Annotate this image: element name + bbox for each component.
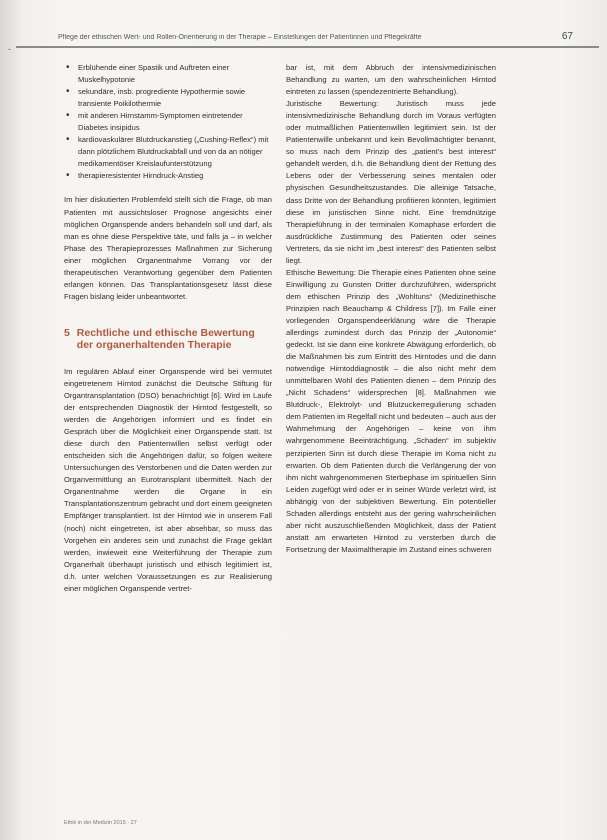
list-item: • mit anderen Hirnstamm-Symptomen eintretender Diabetes insipidus [78, 110, 272, 134]
criteria-list [64, 62, 272, 182]
left-column [64, 62, 272, 595]
section-number: 5 [64, 326, 70, 339]
spacer [64, 315, 272, 327]
ethical-assessment-paragraph: Ethische Bewertung: Die Therapie eines Patienten ohne seine Einwilligung zu Gunsten Dritter durchzuführen, widerspricht dem ethischen Prinzip des „Wohltuns“ (Medizinethische Prinzipien nach Beauchamp & Childress [7]). Im Falle einer vorliegenden Organspendeerklärung wäre die Therapie allerdings zumindest durch das Prinzip der „Autonomie“ gedeckt. Ist sie dann eine konkrete Abwägung erforderlich, ob die Maßnahmen bis zum Eintritt des Hirntodes und die dann notwendige Hirntoddiagnostik – die also nicht mehr dem unmittelbaren Wohl des Patienten dienen – dem Prinzip des „Nicht Schadens“ widersprechen [8]. Maßnahmen wie Blutdruck-, Elektrolyt- und Blutzuckerregulierung schaden dem Patienten im Regelfall nicht und bedeuten – auch aus der Wahrnehmung der Angehörigen – keine von ihm wahrgenommene Beeinträchtigung. „Schaden“ im subjektiv perzipierten Sinn ist durch diese Therapie im Koma nicht zu erwarten. Ob dem Patienten durch die Verlängerung der von ihm nicht wahrgenommenen Sterbephase im spirituellen Sinn Leiden zugefügt wird oder er in seiner Würde verletzt wird, ist abhängig von der subjektiven Bewertung. Ein potentieller Schaden allerdings entsteht aus der gering wahrscheinlichen aber nicht auszuschließenden Möglichkeit, dass der Patient anstatt am erwarteten Hirntod zu versterben durch die Fortsetzung der Maximaltherapie im Zustand eines schweren [286, 267, 496, 554]
body-paragraph: bar ist, mit dem Abbruch der intensivmedizinischen Behandlung zu warten, um den wahrscheinlichen Hirntod eintreten zu lassen (spendezentrierte Behandlung). [286, 63, 496, 97]
section-title: Rechtliche und ethische Bewertung der organerhaltenden Therapie [76, 326, 255, 352]
body-paragraph: Im regulären Ablauf einer Organspende wird bei vermutet eingetretenem Hirntod zunächst die Deutsche Stiftung für Organtransplantation (DSO) benachrichtigt [6]. Wird im Laufe der entsprechenden Diagnostik der Hirntod festgestellt, so werden die Angehörigen informiert und es findet ein Gespräch über die Möglichkeit einer Organspende statt. Ist diese durch den Patientenwillen selbst verfügt oder entscheiden sich die Angehörigen dafür, so folgen weitere Untersuchungen des Verstorbenen und die Daten werden zur Organvermittlung an Eurotransplant übermittelt. Nach der Organentnahme werden die Organe in ein Transplantationszentrum gebracht und dort einem geeigneten Empfänger transplantiert. Ist der Hirntod wie in unserem Fall (noch) nicht eingetreten, ist aber absehbar, so muss das Vorgehen ein anderes sein und zunächst die Frage geklärt werden, inwieweit eine Weiterführung der Therapie zum Organerhalt überhaupt juristisch und ethisch legitimiert ist, d.h. unter welchen Voraussetzungen es zur Realisierung einer möglichen Organspende vertret- [64, 366, 272, 593]
list-item: • kardiovaskulärer Blutdruckanstieg („Cushing-Reflex“) mit dann plötzlichem Blutdruckabfall und von da an nötiger medikamentöser Kreislaufunterstützung [78, 134, 272, 170]
running-header: Pflege der ethischen Wert- und Rollen-Orientierung in der Therapie – Einstellungen der Patientinnen und Pflegekräfte [58, 34, 422, 41]
page-number: 67 [561, 31, 573, 42]
spacer [64, 303, 272, 315]
body-paragraph: Im hier diskutierten Problemfeld stellt sich die Frage, ob man Patienten mit aussichtsloser Prognose angesichts einer möglichen Organspende anders behandeln soll und darf, als man es ohne diese Perspektive täte, und falls ja – in welcher Phase des Therapieprozesses Maßnahmen zur Sicherung einer möglichen Organentnahme Vorrang vor der therapeutischen Verantwortung gegenüber dem Patienten erlangen können. Das Transplantationsgesetz lässt diese Fragen bislang leider unbeantwortet. [64, 195, 272, 301]
header-rule [16, 46, 599, 48]
margin-mark: - [8, 44, 11, 54]
section-heading [64, 327, 272, 352]
list-item: • sekundäre, insb. progrediente Hypothermie sowie transiente Poikilothermie [78, 86, 272, 110]
page-footer: Ethik in der Medizin 2015 · 27 [64, 820, 137, 826]
list-item: • therapieresistenter Hirndruck-Anstieg [78, 170, 272, 182]
list-item: • Erblühende einer Spastik und Auftreten einer Muskelhypotonie [78, 62, 272, 86]
spacer [64, 182, 272, 194]
legal-assessment-paragraph: Juristische Bewertung: Juristisch muss jede intensivmedizinische Behandlung durch im Voraus verfügten oder mutmaßlichen Patientenwillen legitimiert sein. Ist der Patientenwille unbekannt und kein Bevollmächtigter benannt, so muss nach dem Prinzip des „patient's best interest“ gehandelt werden, d.h. die Behandlung dient der Rettung des Lebens oder der Verbesserung seines mentalen oder physischen Gesundheitszustandes. Die alleinige Tatsache, dass Dritte von der Behandlung profitieren könnten, legitimiert diese im juristischen Sinne nicht. Eine fremdnützige Therapieführung in der terminalen Komaphase erfordert die ausdrückliche Zustimmung des Patienten oder seines Vertreters, da sie nicht im „best interest“ des Patienten selbst liegt. [286, 99, 496, 265]
right-column [286, 62, 496, 556]
